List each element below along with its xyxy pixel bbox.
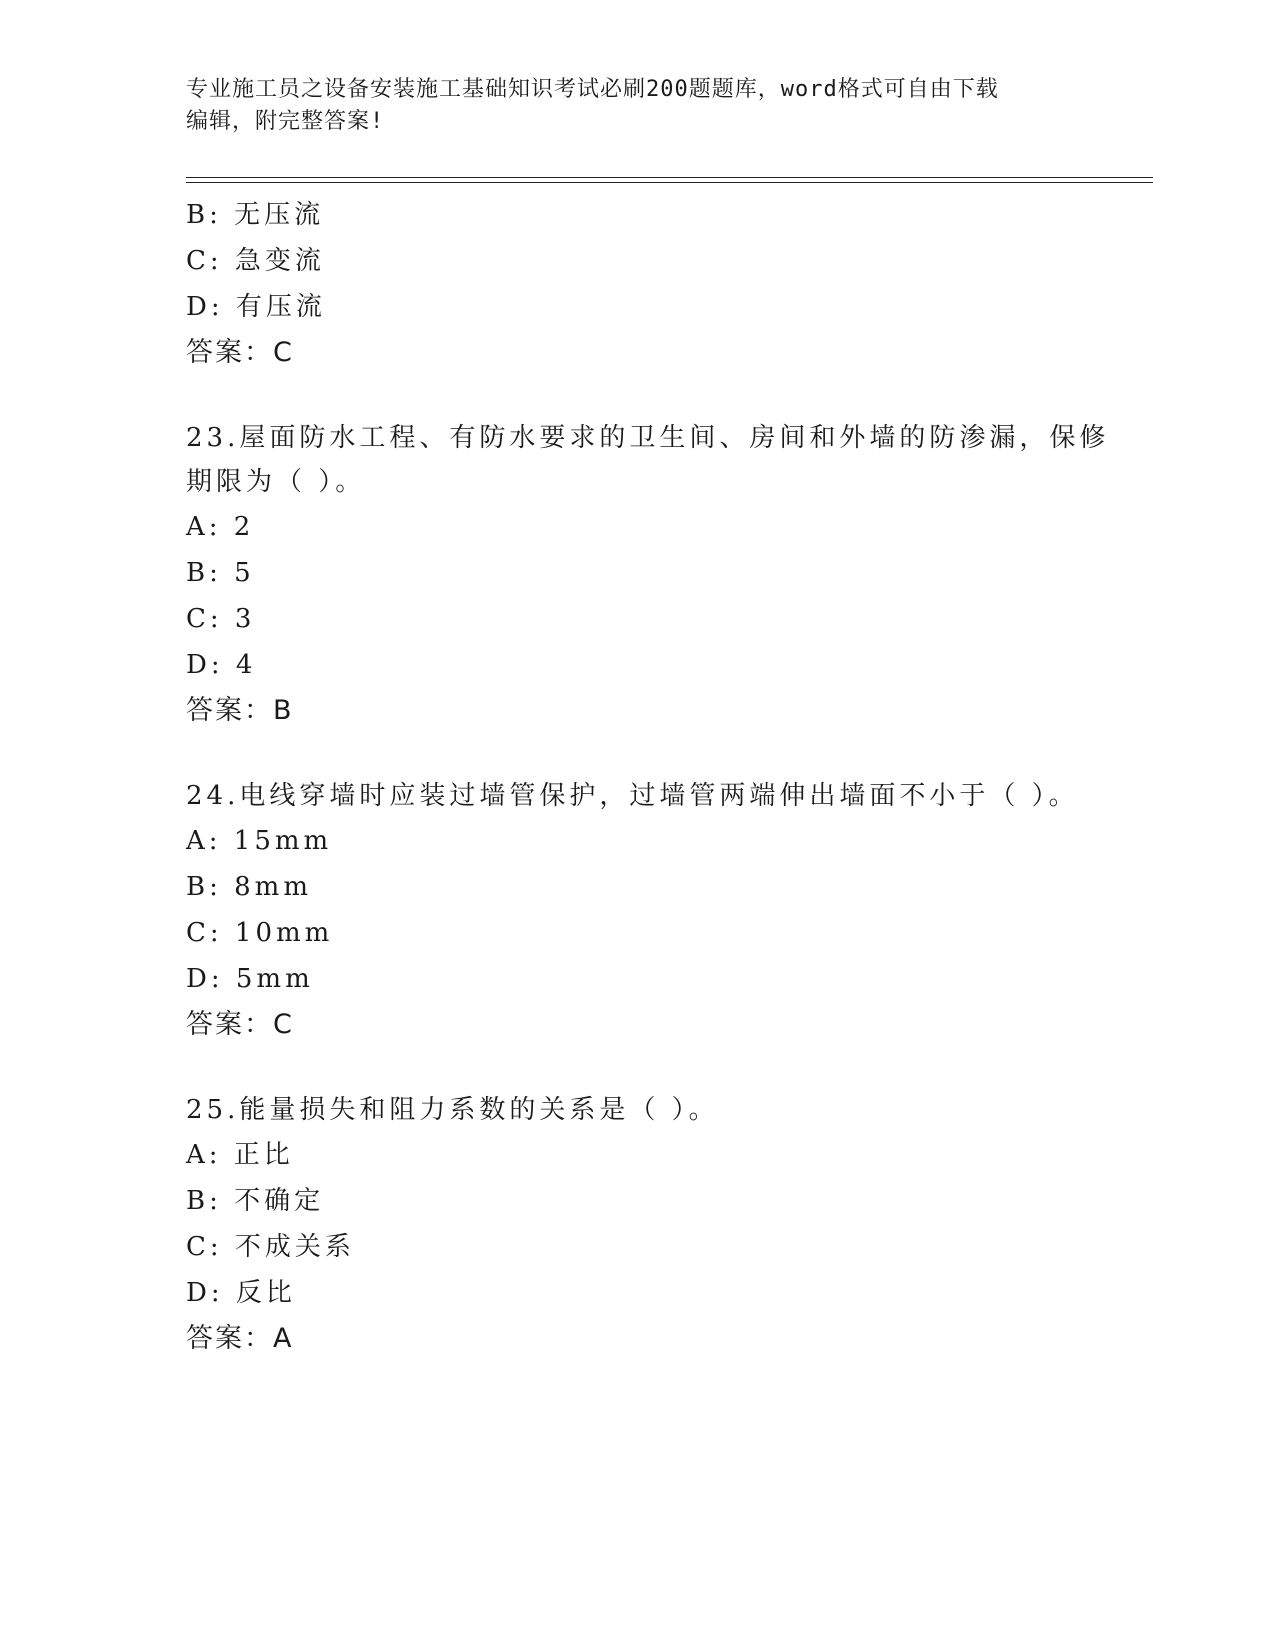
option-d: D: 有压流 xyxy=(186,292,326,322)
question-block-23 xyxy=(186,416,1110,734)
option-a: A: 正比 xyxy=(186,1140,294,1170)
option-c: C: 10mm xyxy=(186,918,334,948)
question-text-line: 24.电线穿墙时应装过墙管保护，过墙管两端伸出墙面不小于（ ）。 xyxy=(186,781,1079,811)
header-line-2: 编辑，附完整答案! xyxy=(186,109,385,134)
option-b: B: 不确定 xyxy=(186,1186,325,1216)
question-block-25 xyxy=(186,1088,1086,1362)
option-c: C: 3 xyxy=(186,604,256,634)
answer-line: 答案：C xyxy=(186,1009,294,1040)
document-header xyxy=(186,74,1066,138)
header-line-1: 专业施工员之设备安装施工基础知识考试必刷200题题库，word格式可自由下载 xyxy=(186,77,999,102)
option-b: B: 无压流 xyxy=(186,200,325,230)
answer-line: 答案：A xyxy=(186,1323,294,1354)
option-a: A: 2 xyxy=(186,512,255,542)
question-list xyxy=(186,192,1110,1362)
question-text-line: 期限为（ ）。 xyxy=(186,467,366,497)
answer-line: 答案：C xyxy=(186,337,294,368)
answer-line: 答案：B xyxy=(186,695,294,726)
option-c: C: 不成关系 xyxy=(186,1232,355,1262)
option-a: A: 15mm xyxy=(186,826,333,856)
option-b: B: 8mm xyxy=(186,872,312,902)
option-c: C: 急变流 xyxy=(186,246,325,276)
option-d: D: 反比 xyxy=(186,1278,296,1308)
question-block-24 xyxy=(186,774,1086,1048)
option-d: D: 5mm xyxy=(186,964,314,994)
option-d: D: 4 xyxy=(186,650,257,680)
option-b: B: 5 xyxy=(186,558,255,588)
question-text-line: 25.能量损失和阻力系数的关系是（ ）。 xyxy=(186,1095,719,1125)
header-divider-bottom xyxy=(186,182,1153,183)
header-divider-top xyxy=(186,177,1153,178)
question-block-22 xyxy=(186,192,1086,376)
question-text-line: 23.屋面防水工程、有防水要求的卫生间、房间和外墙的防渗漏，保修 xyxy=(186,423,1110,453)
